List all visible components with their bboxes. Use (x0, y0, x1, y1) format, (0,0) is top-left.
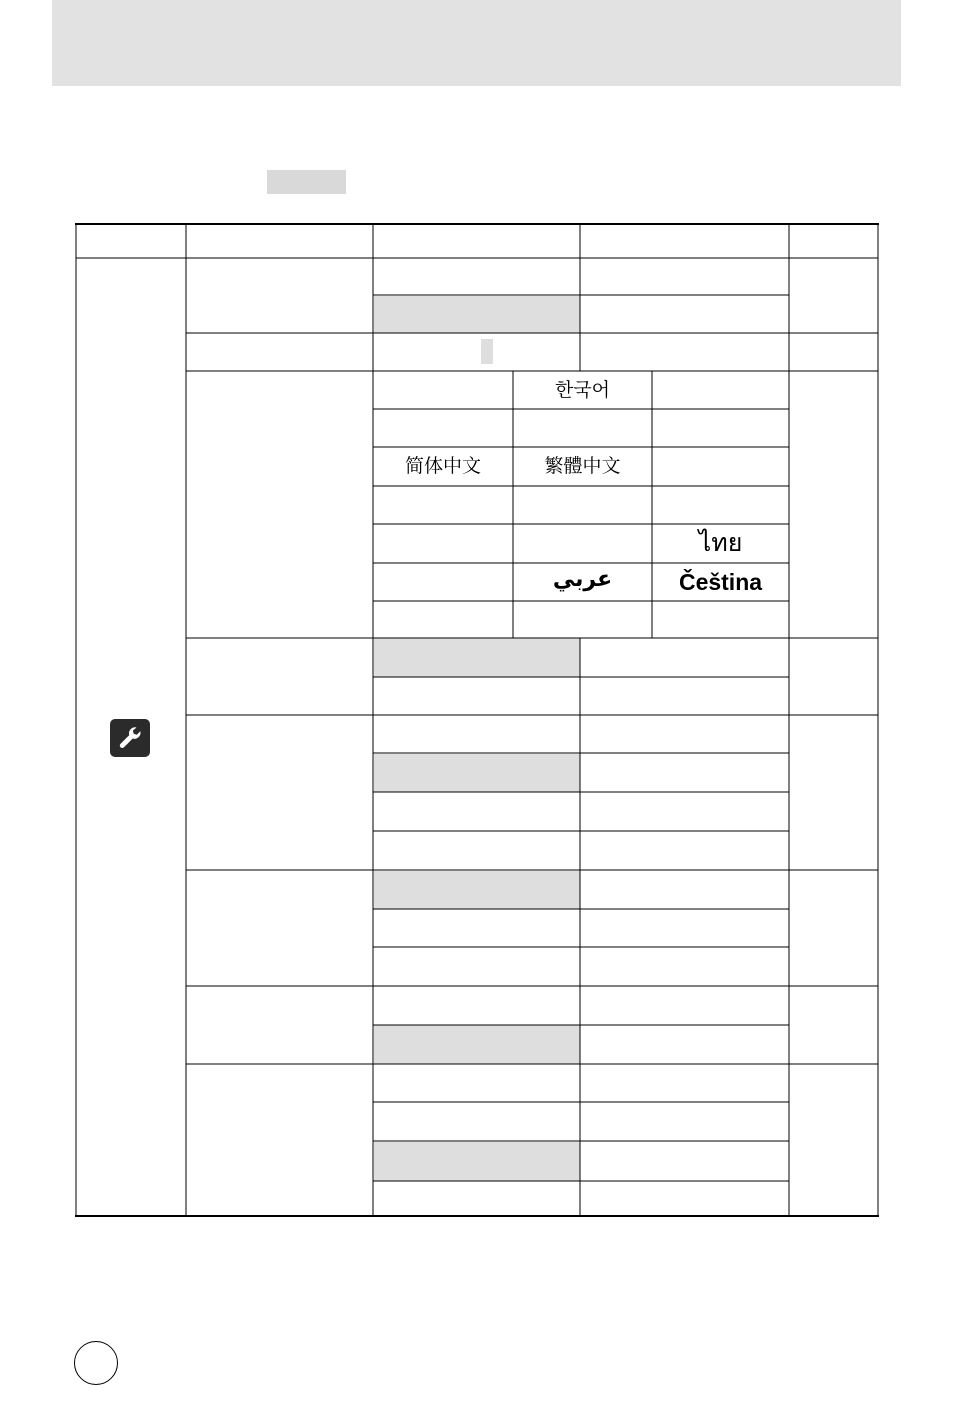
language-traditional-chinese: 繁體中文 (544, 455, 621, 477)
table-cell-highlight (374, 638, 580, 677)
wrench-icon (110, 719, 150, 757)
language-korean: 한국어 (554, 379, 611, 401)
table-cell-highlight (374, 871, 580, 909)
table-cell-highlight (374, 1025, 580, 1064)
language-thai: ไทย (698, 528, 743, 557)
language-arabic: عربي (552, 567, 613, 592)
table-cell-highlight (374, 1142, 580, 1181)
table-cell-marker (481, 339, 493, 364)
table-cell-highlight (374, 296, 580, 333)
table-cell-highlight (374, 754, 580, 792)
page-number-circle (74, 1341, 118, 1385)
language-simplified-chinese: 简体中文 (404, 455, 481, 477)
language-czech: Čeština (678, 569, 763, 595)
